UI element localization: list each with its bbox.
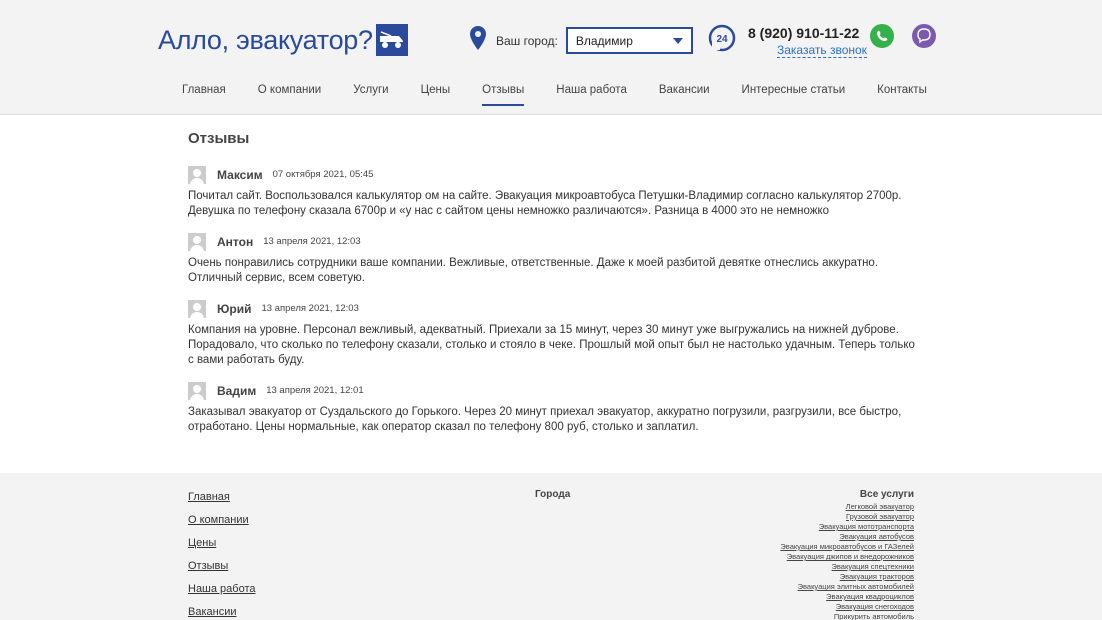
review-date: 13 апреля 2021, 12:03 <box>261 303 359 314</box>
footer-service-link[interactable]: Эвакуация квадроциклов <box>826 592 914 601</box>
whatsapp-icon[interactable] <box>870 24 894 48</box>
phone-24-icon <box>708 24 736 57</box>
logo[interactable] <box>158 24 408 56</box>
review-author: Антон <box>217 234 254 249</box>
footer-link-reviews[interactable]: Отзывы <box>188 560 229 572</box>
logo-text: Алло, эвакуатор? <box>158 24 373 55</box>
footer-service-link[interactable]: Эвакуация тракторов <box>839 572 914 581</box>
footer-service-link[interactable]: Эвакуация спецтехники <box>831 562 914 571</box>
footer-link-about[interactable]: О компании <box>188 514 249 526</box>
nav-item-vacancies[interactable]: Вакансии <box>658 84 710 96</box>
review-item <box>188 380 918 435</box>
footer-service-link[interactable]: Эвакуация элитных автомобилей <box>797 582 914 591</box>
avatar-icon <box>188 233 206 251</box>
city-dropdown[interactable] <box>566 27 693 54</box>
nav-item-contacts[interactable]: Контакты <box>877 84 927 96</box>
footer-service-link[interactable]: Эвакуация джипов и внедорожников <box>786 552 914 561</box>
nav-item-reviews[interactable]: Отзывы <box>482 84 525 96</box>
review-text: Заказывал эвакуатор от Суздальского до Горького. Через 20 минут приехал эвакуатор, аккуратно погрузили, разгрузили, все быстро, отработано. Цены нормальные, как оператор сказал по телефону 800 руб, столько и заплатил. <box>188 406 902 433</box>
city-value: Владимир <box>575 33 633 48</box>
city-label: Ваш город: <box>496 33 558 48</box>
review-date: 13 апреля 2021, 12:01 <box>266 385 364 396</box>
review-date: 07 октября 2021, 05:45 <box>272 169 374 180</box>
nav-item-services[interactable]: Услуги <box>353 84 389 96</box>
nav-item-prices[interactable]: Цены <box>420 84 451 96</box>
review-header <box>188 231 918 252</box>
location-pin-icon <box>470 26 486 55</box>
review-date: 13 апреля 2021, 12:03 <box>263 236 361 247</box>
review-author: Вадим <box>217 383 257 398</box>
nav-item-home[interactable]: Главная <box>182 84 226 96</box>
footer-link-prices[interactable]: Цены <box>188 537 217 549</box>
footer-service-link[interactable]: Эвакуация автобусов <box>839 532 914 541</box>
footer-service-link[interactable]: Грузовой эвакуатор <box>846 512 914 521</box>
phone-block <box>748 25 867 59</box>
footer-links <box>188 490 256 620</box>
nav-item-about[interactable]: О компании <box>257 84 322 96</box>
footer-service-link[interactable]: Эвакуация мототранспорта <box>818 522 914 531</box>
footer-link-our-work[interactable]: Наша работа <box>188 583 256 595</box>
page-title: Отзывы <box>188 130 250 147</box>
avatar-icon <box>188 300 206 318</box>
chevron-down-icon <box>673 38 683 44</box>
review-item <box>188 231 918 286</box>
review-text: Компания на уровне. Персонал вежливый, адекватный. Приехали за 15 минут, через 30 минут уже выгружались на нижней дуброве. Порадовало, что сколько по телефону сказали, столько и стояло в чеке. Прошлый мой опыт был не настолько удачным. Теперь только с вами работать буду. <box>188 324 915 366</box>
footer-services-title: Все услуги <box>859 489 914 500</box>
nav-item-articles[interactable]: Интересные статьи <box>741 84 846 96</box>
review-header <box>188 164 918 185</box>
site-footer <box>0 473 1102 620</box>
avatar-icon <box>188 166 206 184</box>
footer-service-link[interactable]: Легковой эвакуатор <box>845 502 914 511</box>
footer-link-home[interactable]: Главная <box>188 491 230 503</box>
review-author: Максим <box>217 167 263 182</box>
avatar-icon <box>188 382 206 400</box>
phone-24-text: 24 <box>716 34 728 45</box>
review-item <box>188 298 918 368</box>
city-selector <box>470 26 693 55</box>
truck-icon <box>376 24 408 56</box>
review-header <box>188 298 918 319</box>
site-header <box>0 0 1102 115</box>
review-author: Юрий <box>217 301 252 316</box>
footer-cities-title: Города <box>535 489 571 500</box>
callback-link[interactable]: Заказать звонок <box>777 43 867 57</box>
footer-services <box>780 489 914 620</box>
nav-item-our-work[interactable]: Наша работа <box>556 84 627 96</box>
viber-icon[interactable] <box>912 24 936 48</box>
review-header <box>188 380 918 401</box>
review-text: Очень понравились сотрудники ваше компании. Вежливые, ответственные. Даже к моей разбитой девятке отнеслись аккуратно. Отличный сервис, всем советую. <box>188 257 879 284</box>
footer-service-link[interactable]: Прикурить автомобиль <box>833 612 914 620</box>
reviews-section <box>0 115 1102 473</box>
main-nav <box>182 84 959 96</box>
review-text: Почитал сайт. Воспользовался калькулятор ом на сайте. Эвакуация микроавтобуса Петушки-Владимир согласно калькулятор 2700р. Девушка по телефону сказала 6700р и «у нас с сайтом цены немножко различаются». Разница в 4000 это не немножко <box>188 190 902 217</box>
phone-number[interactable]: 8 (920) 910-11-22 <box>748 25 860 41</box>
footer-service-link[interactable]: Эвакуация снегоходов <box>835 602 914 611</box>
footer-link-vacancies[interactable]: Вакансии <box>188 606 237 618</box>
review-item <box>188 164 918 219</box>
footer-service-link[interactable]: Эвакуация микроавтобусов и ГАЗелей <box>780 542 914 551</box>
